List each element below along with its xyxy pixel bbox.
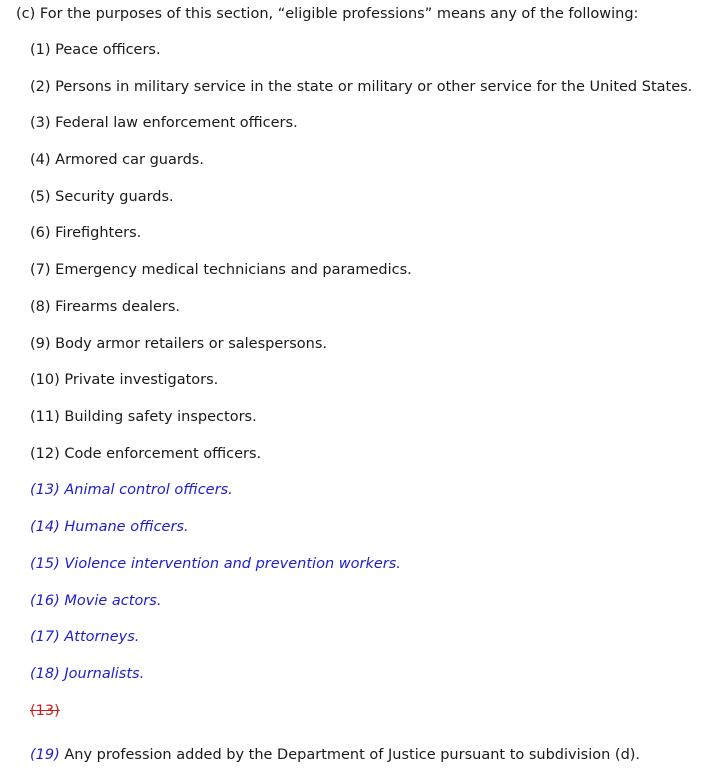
item-number: (11) <box>30 409 60 425</box>
item-number: (16) <box>30 593 60 609</box>
item-number: (8) <box>30 299 51 315</box>
item-number: (2) <box>30 79 51 95</box>
list-item <box>30 297 180 317</box>
item-text: Any profession added by the Department of Justice pursuant to subdivision (d). <box>64 747 641 763</box>
item-number: (14) <box>30 519 60 535</box>
item-number: (3) <box>30 115 51 131</box>
item-text: Humane officers. <box>64 519 189 535</box>
item-text: Armored car guards. <box>55 152 204 168</box>
item-number: (15) <box>30 556 60 572</box>
item-text: Animal control officers. <box>64 482 233 498</box>
item-text: Firefighters. <box>55 225 142 241</box>
section-intro: (c) For the purposes of this section, “eligible professions” means any of the following: <box>16 6 639 22</box>
list-item <box>30 223 141 243</box>
item-text: Attorneys. <box>64 629 140 645</box>
added-list-item <box>30 517 189 537</box>
item-number: (10) <box>30 372 60 388</box>
item-text: Persons in military service in the state or military or other service for the United States. <box>55 79 693 95</box>
list-item <box>30 40 161 60</box>
added-list-item <box>30 554 401 574</box>
item-text: Journalists. <box>64 666 145 682</box>
item-number: (19) <box>30 747 60 763</box>
item-text: Private investigators. <box>64 372 219 388</box>
list-item <box>30 444 261 464</box>
item-number: (12) <box>30 446 60 462</box>
list-item <box>30 187 174 207</box>
item-text: Federal law enforcement officers. <box>55 115 298 131</box>
item-text: Peace officers. <box>55 42 161 58</box>
added-list-item <box>30 664 144 684</box>
item-number: (17) <box>30 629 60 645</box>
item-number: (4) <box>30 152 51 168</box>
item-text: Movie actors. <box>64 593 162 609</box>
list-item <box>30 150 204 170</box>
list-item <box>30 407 257 427</box>
item-number: (9) <box>30 336 51 352</box>
item-number: (18) <box>30 666 60 682</box>
item-text: Code enforcement officers. <box>64 446 262 462</box>
item-number: (1) <box>30 42 51 58</box>
list-item <box>30 334 327 354</box>
item-number: (6) <box>30 225 51 241</box>
added-list-item <box>30 480 233 500</box>
added-list-item <box>30 591 161 611</box>
list-item <box>30 113 298 133</box>
item-text: Firearms dealers. <box>55 299 180 315</box>
list-item <box>30 260 412 280</box>
item-text: Emergency medical technicians and paramedics. <box>55 262 412 278</box>
added-list-item <box>30 627 139 647</box>
list-item <box>30 77 692 97</box>
item-number: (13) <box>30 482 60 498</box>
item-text: Security guards. <box>55 189 174 205</box>
list-item-final <box>30 745 640 765</box>
item-number: (5) <box>30 189 51 205</box>
item-text: Building safety inspectors. <box>64 409 257 425</box>
list-item <box>30 370 218 390</box>
item-number: (7) <box>30 262 51 278</box>
item-text: Body armor retailers or salespersons. <box>55 336 328 352</box>
struck-item-number: (13) <box>30 703 60 719</box>
item-text: Violence intervention and prevention workers. <box>64 556 401 572</box>
